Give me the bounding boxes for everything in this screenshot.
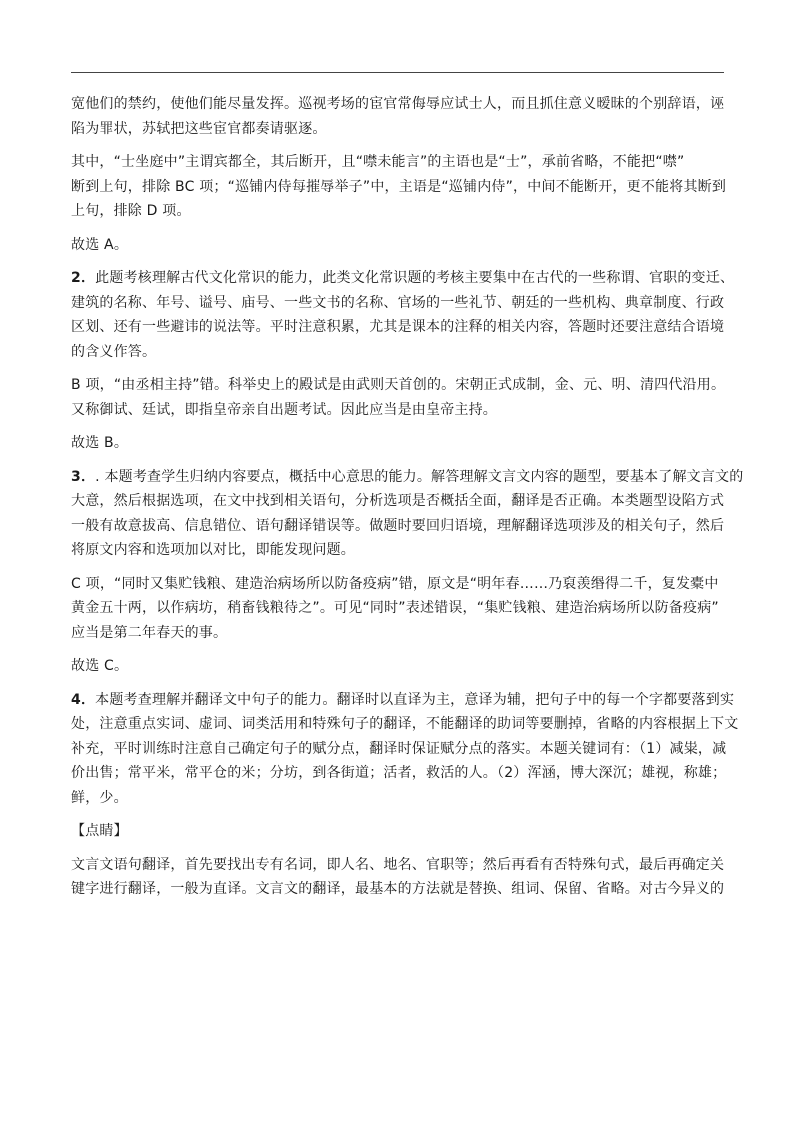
header-rule [71, 72, 724, 73]
paragraph-q4-explanation [71, 688, 739, 811]
text-line [71, 688, 735, 713]
paragraph-q1-analysis [71, 150, 731, 224]
text-line: 又称御试、廷试，即指皇帝亲自出题考试。因此应当是由皇帝主持。 [71, 401, 497, 418]
text-line: 区划、还有一些避讳的说法等。平时注意积累，尤其是课本的注释的相关内容，答题时还要注意结合语境 [71, 319, 725, 335]
text-line: 处，注意重点实词、虚词、词类活用和特殊句子的翻译，不能翻译的助词等要删掉，省略的内容根据上下文 [71, 716, 739, 732]
question-number: 3． [71, 468, 96, 485]
text-line: 上句，排除 D 项。 [71, 203, 191, 219]
paragraph-q2-answer [71, 431, 731, 456]
paragraph-dianjing-body [71, 853, 731, 902]
paragraph-q3-analysis [71, 572, 731, 646]
paragraph-q3-explanation [71, 465, 744, 563]
text-line: 黄金五十两，以作病坊，稍畜钱粮待之”。可见“同时”表述错误，“集贮钱粮、建造治病场所以防备疫病” [71, 600, 719, 616]
text-line: 其中，“士坐庭中”主谓宾都全，其后断开，且“噤未能言”的主语也是“士”，承前省略，不能把“噤” [71, 154, 685, 170]
text-line: 价出售；常平米，常平仓的米；分坊，到各街道；活者，救活的人。（2）浑涵，博大深沉；雄视，称雄； [71, 765, 727, 781]
document-body [71, 92, 744, 911]
text-line: B 项，“由丞相主持”错。科举史上的殿试是由武则天首创的。宋朝正式成制，金、元、明、清四代沿用。 [71, 377, 726, 393]
text-line: 鲜，少。 [71, 789, 128, 806]
question-number: 2． [71, 270, 96, 286]
text-line: 大意，然后根据选项，在文中找到相关语句，分析选项是否概括全面，翻译是否正确。本类题型设陷方式 [71, 493, 725, 509]
text-span: . 本题考查学生归纳内容要点，概括中心意思的能力。解答理解文言文内容的题型，要基本了解文言文的 [95, 468, 744, 485]
text-line: 建筑的名称、年号、谥号、庙号、一些文书的名称、官场的一些礼节、朝廷的一些机构、典章制度、行政 [71, 294, 725, 311]
paragraph-q3-answer [71, 654, 731, 679]
paragraph-q2-explanation [71, 266, 735, 364]
text-line: 陷为罪状，苏轼把这些宦官都奏请驱逐。 [71, 120, 327, 137]
text-line: 文言文语句翻译，首先要找出专有名词，即人名、地名、官职等；然后再看有否特殊句式，最后再确定关 [71, 856, 725, 873]
text-span: 本题考查理解并翻译文中句子的能力。翻译时以直译为主，意译为辅，把句子中的每一个字都要落到实 [95, 691, 735, 708]
text-line: 补充，平时训练时注意自己确定句子的赋分点，翻译时保证赋分点的落实。本题关键词有：（1）减粜，减 [71, 740, 727, 757]
paragraph-translation-end [71, 92, 731, 141]
question-number: 4． [71, 691, 96, 708]
paragraph-q1-answer [71, 233, 731, 258]
text-line: 键字进行翻译，一般为直译。文言文的翻译，最基本的方法就是替换、组词、保留、省略。对古今异义的 [71, 881, 725, 897]
text-line: 将原文内容和选项加以对比，即能发现问题。 [71, 542, 355, 558]
text-line [71, 465, 744, 490]
paragraph-q2-analysis [71, 373, 731, 422]
text-line: 宽他们的禁约，使他们能尽量发挥。巡视考场的宦官常侮辱应试士人，而且抓住意义暧昧的个别辞语，诬 [71, 96, 725, 112]
text-line [71, 266, 735, 291]
paragraph-dianjing-heading [71, 819, 731, 844]
text-line: 故选 A。 [71, 236, 129, 253]
text-span: 此题考核理解古代文化常识的能力，此类文化常识题的考核主要集中在古代的一些称谓、官职的变迁、 [95, 270, 735, 286]
text-line: 故选 C。 [71, 658, 129, 674]
text-line: C 项，“同时又集贮钱粮、建造治病场所以防备疫病”错，原文是“明年春……乃裒羡缗得二千，复发橐中 [71, 575, 719, 592]
text-line: 的含义作答。 [71, 343, 157, 360]
section-heading: 【点睛】 [71, 823, 128, 839]
text-line: 应当是第二年春天的事。 [71, 624, 228, 641]
text-line: 一般有故意拔高、信息错位、语句翻译错误等。做题时要回归语境，理解翻译选项涉及的相关句子，然后 [71, 517, 725, 534]
text-line: 断到上句，排除 BC 项；“巡铺内侍每摧辱举子”中，主语是“巡铺内侍”，中间不能断开，更不能将其断到 [71, 178, 727, 195]
text-line: 故选 B。 [71, 435, 129, 451]
